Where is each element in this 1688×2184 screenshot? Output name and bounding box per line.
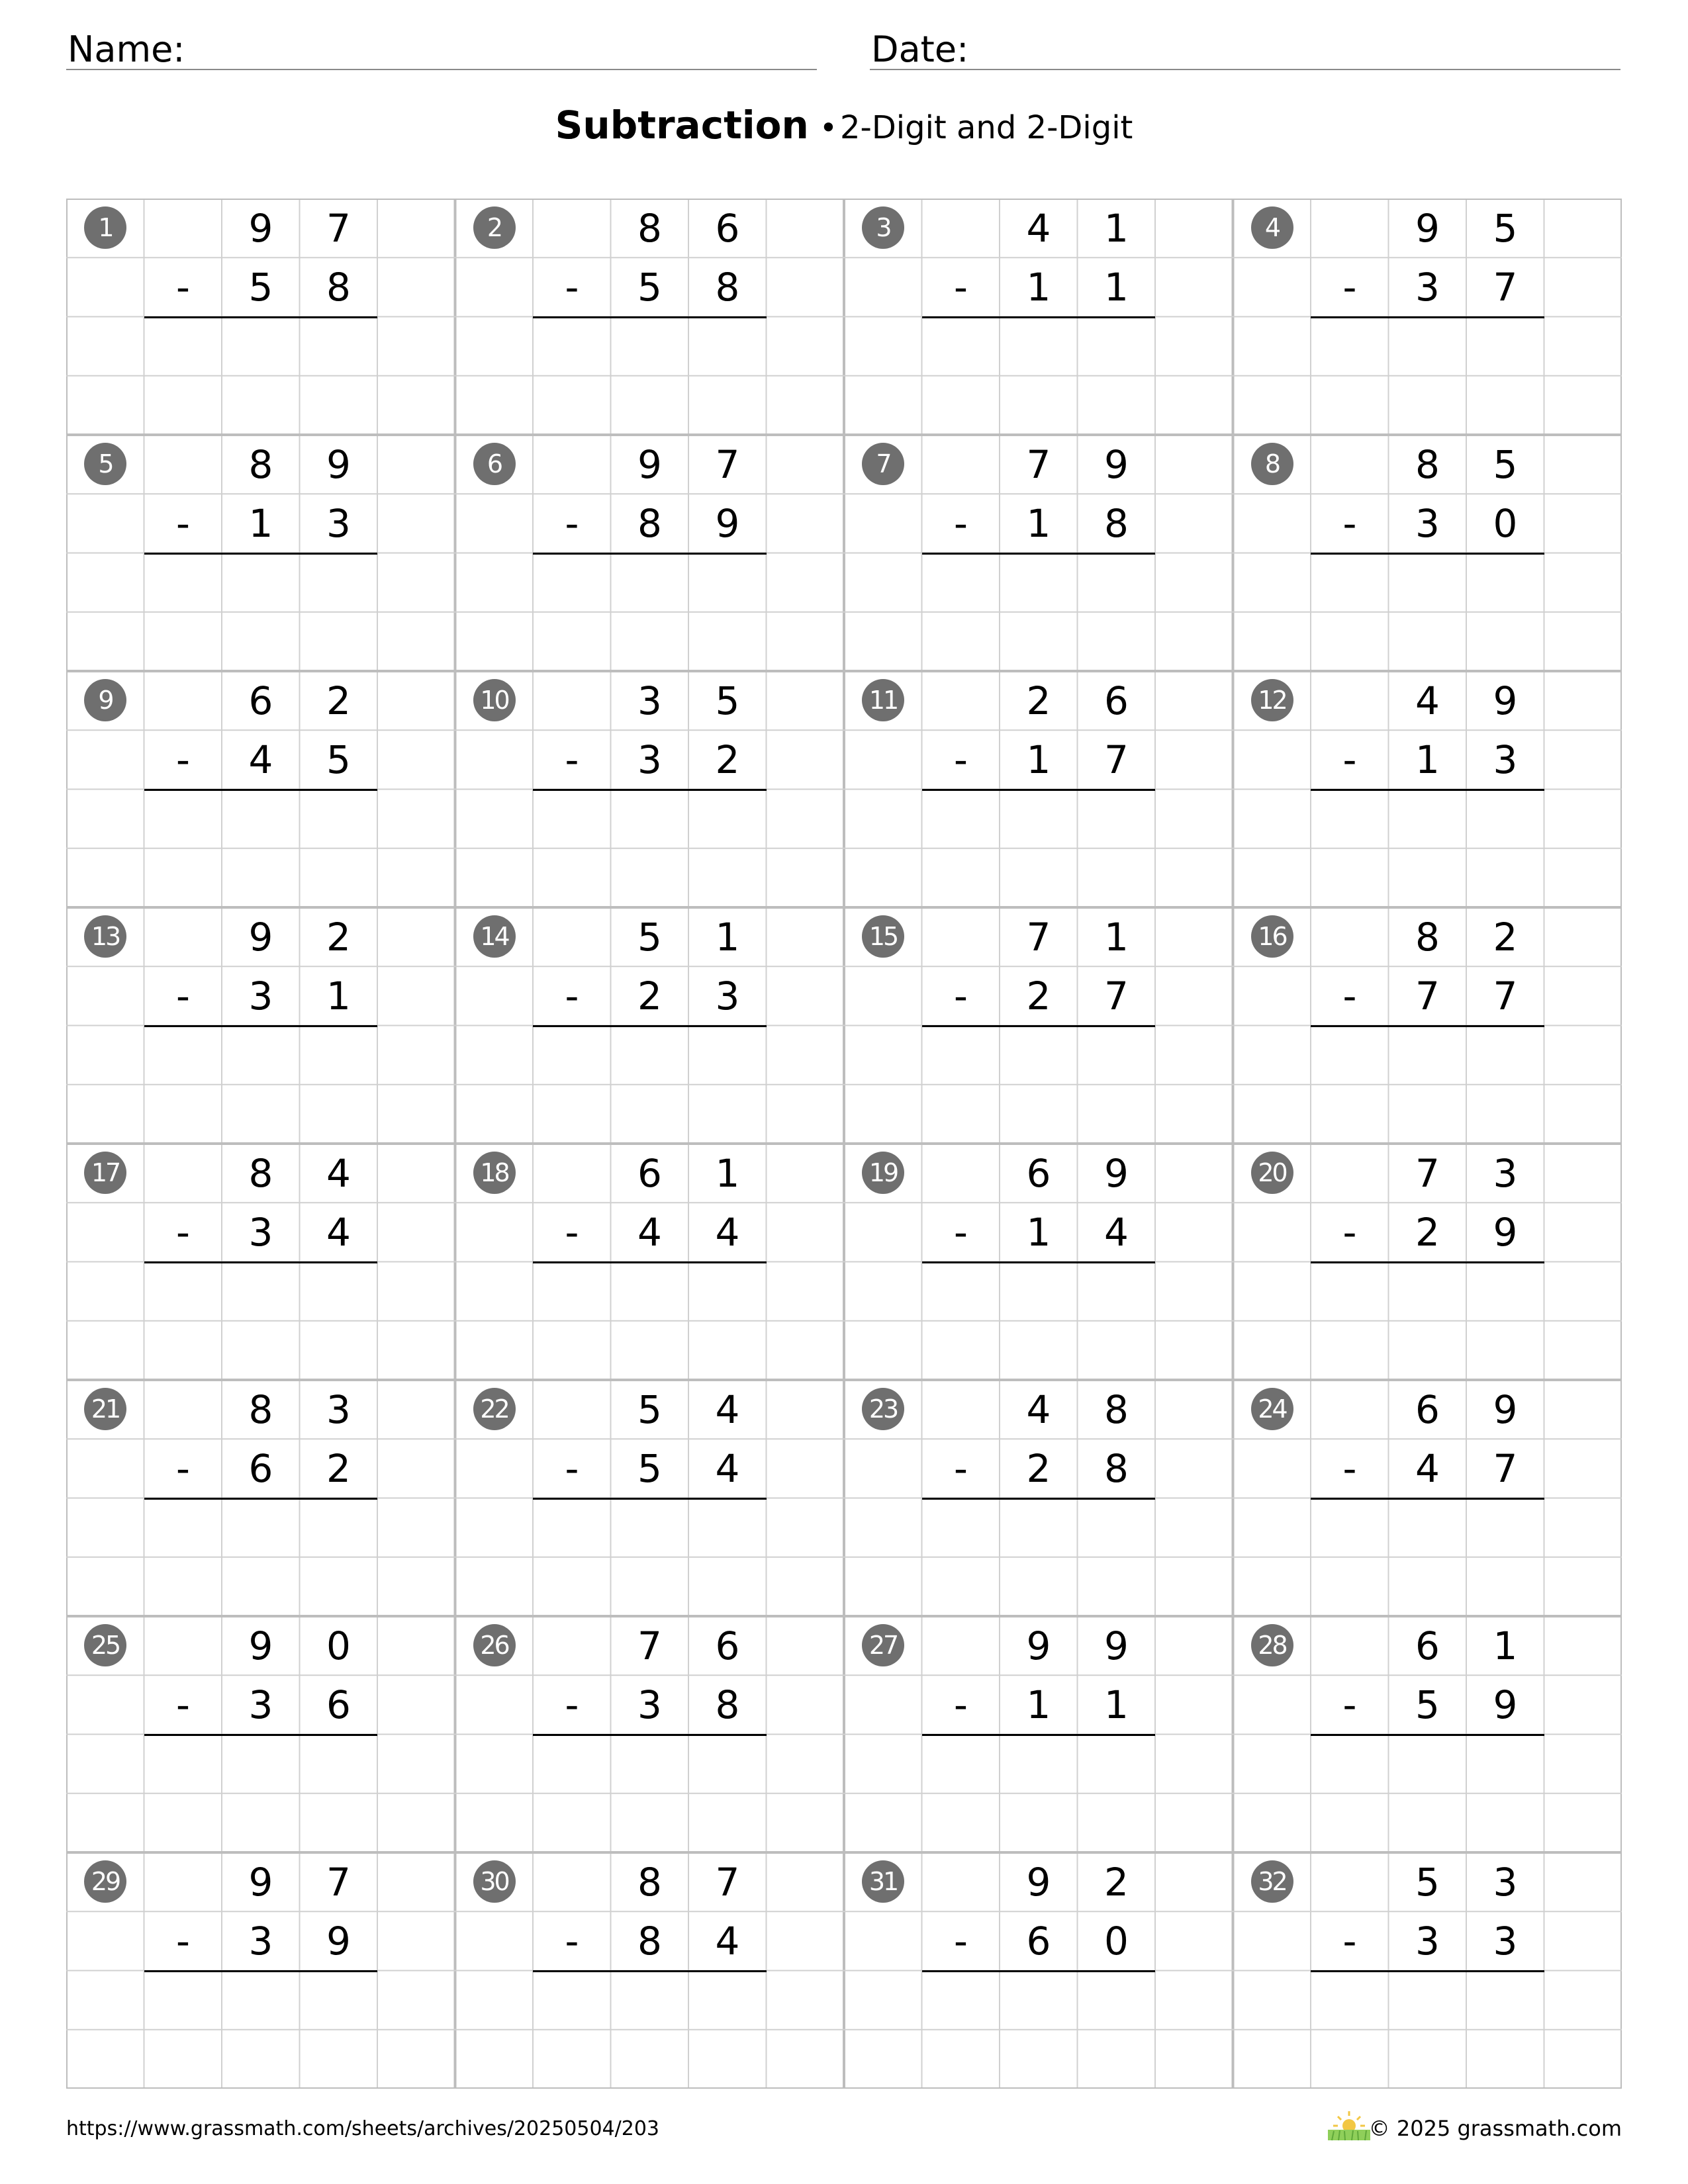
minus-operator: - <box>176 264 190 310</box>
minus-operator: - <box>565 1682 579 1727</box>
answer-area[interactable] <box>1311 791 1544 907</box>
answer-area[interactable] <box>922 1736 1156 1852</box>
problem-number-badge: 3 <box>862 206 904 249</box>
problem-number-badge: 9 <box>84 679 126 721</box>
bottom-ones-digit: 5 <box>326 737 351 782</box>
answer-area[interactable] <box>1311 1972 1544 2088</box>
minus-operator: - <box>954 1209 968 1255</box>
bottom-ones-digit: 1 <box>326 973 351 1019</box>
top-ones-digit: 9 <box>1104 1623 1129 1668</box>
top-tens-digit: 6 <box>637 1150 662 1196</box>
bottom-tens-digit: 3 <box>1415 500 1440 546</box>
top-ones-digit: 6 <box>715 1623 740 1668</box>
top-ones-digit: 4 <box>715 1387 740 1432</box>
bottom-tens-digit: 6 <box>248 1445 273 1491</box>
top-ones-digit: 9 <box>1104 441 1129 487</box>
top-ones-digit: 0 <box>326 1623 351 1668</box>
problem-number-badge: 21 <box>84 1388 126 1430</box>
top-ones-digit: 6 <box>715 205 740 251</box>
bottom-ones-digit: 3 <box>715 973 740 1019</box>
bottom-tens-digit: 3 <box>637 1682 662 1727</box>
bottom-ones-digit: 3 <box>1493 1918 1518 1964</box>
minus-operator: - <box>1342 264 1357 310</box>
name-label: Name: <box>68 28 185 70</box>
top-tens-digit: 8 <box>248 441 273 487</box>
problem-number-badge: 7 <box>862 443 904 485</box>
top-tens-digit: 4 <box>1026 205 1051 251</box>
answer-area[interactable] <box>144 555 378 670</box>
problem-number-badge: 10 <box>473 679 516 721</box>
minus-operator: - <box>1342 500 1357 546</box>
footer-url: https://www.grassmath.com/sheets/archives/20250504/203 <box>66 2117 660 2140</box>
minus-operator: - <box>565 500 579 546</box>
top-ones-digit: 1 <box>1104 205 1129 251</box>
answer-area[interactable] <box>922 555 1156 670</box>
top-ones-digit: 7 <box>326 205 351 251</box>
top-tens-digit: 4 <box>1415 678 1440 723</box>
minus-operator: - <box>954 1445 968 1491</box>
bottom-ones-digit: 0 <box>1493 500 1518 546</box>
problem-number-badge: 28 <box>1251 1624 1293 1666</box>
grass-sun-logo-icon <box>1327 2109 1372 2144</box>
problem-number-badge: 16 <box>1251 915 1293 958</box>
minus-operator: - <box>954 1918 968 1964</box>
bottom-ones-digit: 3 <box>326 500 351 546</box>
top-tens-digit: 5 <box>1415 1859 1440 1905</box>
top-ones-digit: 9 <box>1493 1387 1518 1432</box>
answer-area[interactable] <box>1311 1736 1544 1852</box>
top-tens-digit: 7 <box>1026 441 1051 487</box>
top-tens-digit: 3 <box>637 678 662 723</box>
top-ones-digit: 2 <box>1104 1859 1129 1905</box>
top-ones-digit: 9 <box>326 441 351 487</box>
bottom-tens-digit: 8 <box>637 500 662 546</box>
top-ones-digit: 5 <box>1493 441 1518 487</box>
bottom-tens-digit: 3 <box>248 973 273 1019</box>
minus-operator: - <box>954 973 968 1019</box>
top-tens-digit: 6 <box>1026 1150 1051 1196</box>
problem-number-badge: 32 <box>1251 1860 1293 1903</box>
minus-operator: - <box>1342 1682 1357 1727</box>
bottom-tens-digit: 1 <box>248 500 273 546</box>
bottom-tens-digit: 1 <box>1026 1209 1051 1255</box>
answer-area[interactable] <box>533 1500 767 1615</box>
bottom-tens-digit: 1 <box>1026 737 1051 782</box>
top-ones-digit: 1 <box>1493 1623 1518 1668</box>
top-tens-digit: 9 <box>1026 1859 1051 1905</box>
minus-operator: - <box>565 973 579 1019</box>
problem-grid <box>66 199 1622 2089</box>
bottom-ones-digit: 9 <box>715 500 740 546</box>
bottom-tens-digit: 5 <box>248 264 273 310</box>
minus-operator: - <box>176 973 190 1019</box>
top-tens-digit: 5 <box>637 1387 662 1432</box>
minus-operator: - <box>565 1209 579 1255</box>
minus-operator: - <box>1342 737 1357 782</box>
bottom-tens-digit: 3 <box>637 737 662 782</box>
bottom-ones-digit: 8 <box>326 264 351 310</box>
bottom-tens-digit: 7 <box>1415 973 1440 1019</box>
answer-area[interactable] <box>1311 555 1544 670</box>
answer-area[interactable] <box>1311 1027 1544 1143</box>
top-ones-digit: 9 <box>1104 1150 1129 1196</box>
answer-area[interactable] <box>922 1263 1156 1379</box>
answer-area[interactable] <box>533 318 767 434</box>
bottom-tens-digit: 2 <box>1415 1209 1440 1255</box>
bottom-tens-digit: 2 <box>1026 1445 1051 1491</box>
bottom-tens-digit: 6 <box>1026 1918 1051 1964</box>
answer-area[interactable] <box>533 555 767 670</box>
minus-operator: - <box>176 1445 190 1491</box>
minus-operator: - <box>565 1445 579 1491</box>
answer-area[interactable] <box>533 1736 767 1852</box>
date-label: Date: <box>871 28 969 70</box>
top-ones-digit: 2 <box>326 678 351 723</box>
bottom-ones-digit: 4 <box>715 1209 740 1255</box>
bottom-tens-digit: 1 <box>1026 1682 1051 1727</box>
top-tens-digit: 6 <box>1415 1623 1440 1668</box>
minus-operator: - <box>1342 1918 1357 1964</box>
bottom-ones-digit: 3 <box>1493 737 1518 782</box>
top-tens-digit: 7 <box>637 1623 662 1668</box>
top-ones-digit: 8 <box>1104 1387 1129 1432</box>
answer-area[interactable] <box>144 318 378 434</box>
answer-area[interactable] <box>922 318 1156 434</box>
minus-operator: - <box>1342 1209 1357 1255</box>
top-tens-digit: 6 <box>248 678 273 723</box>
top-ones-digit: 3 <box>1493 1150 1518 1196</box>
answer-area[interactable] <box>1311 1263 1544 1379</box>
answer-area[interactable] <box>533 1972 767 2088</box>
bottom-ones-digit: 0 <box>1104 1918 1129 1964</box>
top-tens-digit: 6 <box>1415 1387 1440 1432</box>
answer-area[interactable] <box>533 791 767 907</box>
answer-area[interactable] <box>533 1027 767 1143</box>
top-tens-digit: 7 <box>1026 914 1051 960</box>
bottom-ones-digit: 1 <box>1104 264 1129 310</box>
problem-number-badge: 15 <box>862 915 904 958</box>
bottom-tens-digit: 2 <box>637 973 662 1019</box>
worksheet-title <box>0 103 1688 148</box>
top-tens-digit: 8 <box>1415 914 1440 960</box>
minus-operator: - <box>176 1209 190 1255</box>
problem-number-badge: 5 <box>84 443 126 485</box>
top-ones-digit: 4 <box>326 1150 351 1196</box>
top-ones-digit: 2 <box>326 914 351 960</box>
problem-number-badge: 14 <box>473 915 516 958</box>
bottom-ones-digit: 2 <box>326 1445 351 1491</box>
problem-number-badge: 24 <box>1251 1388 1293 1430</box>
answer-area[interactable] <box>144 1263 378 1379</box>
bottom-ones-digit: 8 <box>1104 1445 1129 1491</box>
minus-operator: - <box>1342 1445 1357 1491</box>
bottom-tens-digit: 1 <box>1415 737 1440 782</box>
top-tens-digit: 7 <box>1415 1150 1440 1196</box>
bottom-ones-digit: 6 <box>326 1682 351 1727</box>
minus-operator: - <box>954 1682 968 1727</box>
top-ones-digit: 9 <box>1493 678 1518 723</box>
problem-number-badge: 8 <box>1251 443 1293 485</box>
answer-area[interactable] <box>144 791 378 907</box>
answer-area[interactable] <box>922 1027 1156 1143</box>
problem-number-badge: 2 <box>473 206 516 249</box>
problem-number-badge: 11 <box>862 679 904 721</box>
answer-area[interactable] <box>144 1736 378 1852</box>
minus-operator: - <box>954 264 968 310</box>
footer-copyright: © 2025 grassmath.com <box>1368 2116 1622 2141</box>
bottom-tens-digit: 2 <box>1026 973 1051 1019</box>
bottom-tens-digit: 4 <box>637 1209 662 1255</box>
top-ones-digit: 1 <box>715 914 740 960</box>
minus-operator: - <box>1342 973 1357 1019</box>
top-tens-digit: 9 <box>248 205 273 251</box>
top-tens-digit: 8 <box>248 1387 273 1432</box>
problem-number-badge: 31 <box>862 1860 904 1903</box>
minus-operator: - <box>565 737 579 782</box>
bottom-ones-digit: 4 <box>1104 1209 1129 1255</box>
minus-operator: - <box>954 737 968 782</box>
answer-area[interactable] <box>144 1972 378 2088</box>
top-tens-digit: 8 <box>1415 441 1440 487</box>
answer-area[interactable] <box>533 1263 767 1379</box>
answer-area[interactable] <box>1311 1500 1544 1615</box>
minus-operator: - <box>176 1682 190 1727</box>
problem-number-badge: 26 <box>473 1624 516 1666</box>
bottom-ones-digit: 2 <box>715 737 740 782</box>
problem-number-badge: 6 <box>473 443 516 485</box>
bottom-tens-digit: 5 <box>1415 1682 1440 1727</box>
top-tens-digit: 9 <box>248 1859 273 1905</box>
bottom-tens-digit: 4 <box>1415 1445 1440 1491</box>
minus-operator: - <box>565 264 579 310</box>
top-ones-digit: 1 <box>715 1150 740 1196</box>
problem-number-badge: 17 <box>84 1152 126 1194</box>
top-tens-digit: 8 <box>248 1150 273 1196</box>
top-ones-digit: 5 <box>1493 205 1518 251</box>
bottom-tens-digit: 4 <box>248 737 273 782</box>
bottom-ones-digit: 7 <box>1493 264 1518 310</box>
minus-operator: - <box>954 500 968 546</box>
answer-area[interactable] <box>922 1972 1156 2088</box>
bottom-ones-digit: 9 <box>326 1918 351 1964</box>
bottom-tens-digit: 1 <box>1026 264 1051 310</box>
minus-operator: - <box>176 1918 190 1964</box>
answer-area[interactable] <box>144 1500 378 1615</box>
bottom-tens-digit: 3 <box>1415 264 1440 310</box>
problem-number-badge: 25 <box>84 1624 126 1666</box>
bottom-ones-digit: 1 <box>1104 1682 1129 1727</box>
top-tens-digit: 9 <box>637 441 662 487</box>
bottom-ones-digit: 8 <box>715 264 740 310</box>
bottom-tens-digit: 3 <box>248 1682 273 1727</box>
top-tens-digit: 5 <box>637 914 662 960</box>
title-main: Subtraction <box>555 103 809 148</box>
bottom-tens-digit: 3 <box>1415 1918 1440 1964</box>
title-subtitle: 2-Digit and 2-Digit <box>839 109 1133 146</box>
top-ones-digit: 3 <box>326 1387 351 1432</box>
bottom-ones-digit: 9 <box>1493 1682 1518 1727</box>
answer-area[interactable] <box>922 791 1156 907</box>
date-field[interactable] <box>870 23 1620 70</box>
problem-number-badge: 22 <box>473 1388 516 1430</box>
answer-area[interactable] <box>1311 318 1544 434</box>
top-tens-digit: 9 <box>248 1623 273 1668</box>
top-ones-digit: 7 <box>715 1859 740 1905</box>
top-tens-digit: 8 <box>637 1859 662 1905</box>
bottom-ones-digit: 4 <box>715 1445 740 1491</box>
top-ones-digit: 2 <box>1493 914 1518 960</box>
problem-number-badge: 27 <box>862 1624 904 1666</box>
top-tens-digit: 4 <box>1026 1387 1051 1432</box>
minus-operator: - <box>176 500 190 546</box>
minus-operator: - <box>565 1918 579 1964</box>
top-ones-digit: 6 <box>1104 678 1129 723</box>
bottom-tens-digit: 8 <box>637 1918 662 1964</box>
problem-number-badge: 20 <box>1251 1152 1293 1194</box>
top-ones-digit: 7 <box>715 441 740 487</box>
top-ones-digit: 1 <box>1104 914 1129 960</box>
answer-area[interactable] <box>144 1027 378 1143</box>
problem-number-badge: 12 <box>1251 679 1293 721</box>
bottom-tens-digit: 3 <box>248 1918 273 1964</box>
bottom-ones-digit: 7 <box>1104 737 1129 782</box>
top-tens-digit: 9 <box>248 914 273 960</box>
name-field[interactable] <box>66 23 817 70</box>
bottom-ones-digit: 7 <box>1493 1445 1518 1491</box>
bottom-ones-digit: 4 <box>326 1209 351 1255</box>
top-ones-digit: 5 <box>715 678 740 723</box>
problem-number-badge: 19 <box>862 1152 904 1194</box>
bottom-ones-digit: 4 <box>715 1918 740 1964</box>
top-ones-digit: 7 <box>326 1859 351 1905</box>
problem-number-badge: 4 <box>1251 206 1293 249</box>
bottom-ones-digit: 9 <box>1493 1209 1518 1255</box>
bottom-ones-digit: 7 <box>1493 973 1518 1019</box>
bottom-ones-digit: 8 <box>1104 500 1129 546</box>
problem-number-badge: 30 <box>473 1860 516 1903</box>
bottom-ones-digit: 8 <box>715 1682 740 1727</box>
problem-number-badge: 18 <box>473 1152 516 1194</box>
bottom-tens-digit: 5 <box>637 264 662 310</box>
top-tens-digit: 9 <box>1026 1623 1051 1668</box>
problem-number-badge: 13 <box>84 915 126 958</box>
top-tens-digit: 9 <box>1415 205 1440 251</box>
minus-operator: - <box>176 737 190 782</box>
bottom-tens-digit: 3 <box>248 1209 273 1255</box>
problem-number-badge: 23 <box>862 1388 904 1430</box>
problem-number-badge: 29 <box>84 1860 126 1903</box>
problem-number-badge: 1 <box>84 206 126 249</box>
bottom-ones-digit: 7 <box>1104 973 1129 1019</box>
top-ones-digit: 3 <box>1493 1859 1518 1905</box>
title-separator: • <box>819 110 837 146</box>
bottom-tens-digit: 1 <box>1026 500 1051 546</box>
top-tens-digit: 2 <box>1026 678 1051 723</box>
answer-area[interactable] <box>922 1500 1156 1615</box>
top-tens-digit: 8 <box>637 205 662 251</box>
bottom-tens-digit: 5 <box>637 1445 662 1491</box>
